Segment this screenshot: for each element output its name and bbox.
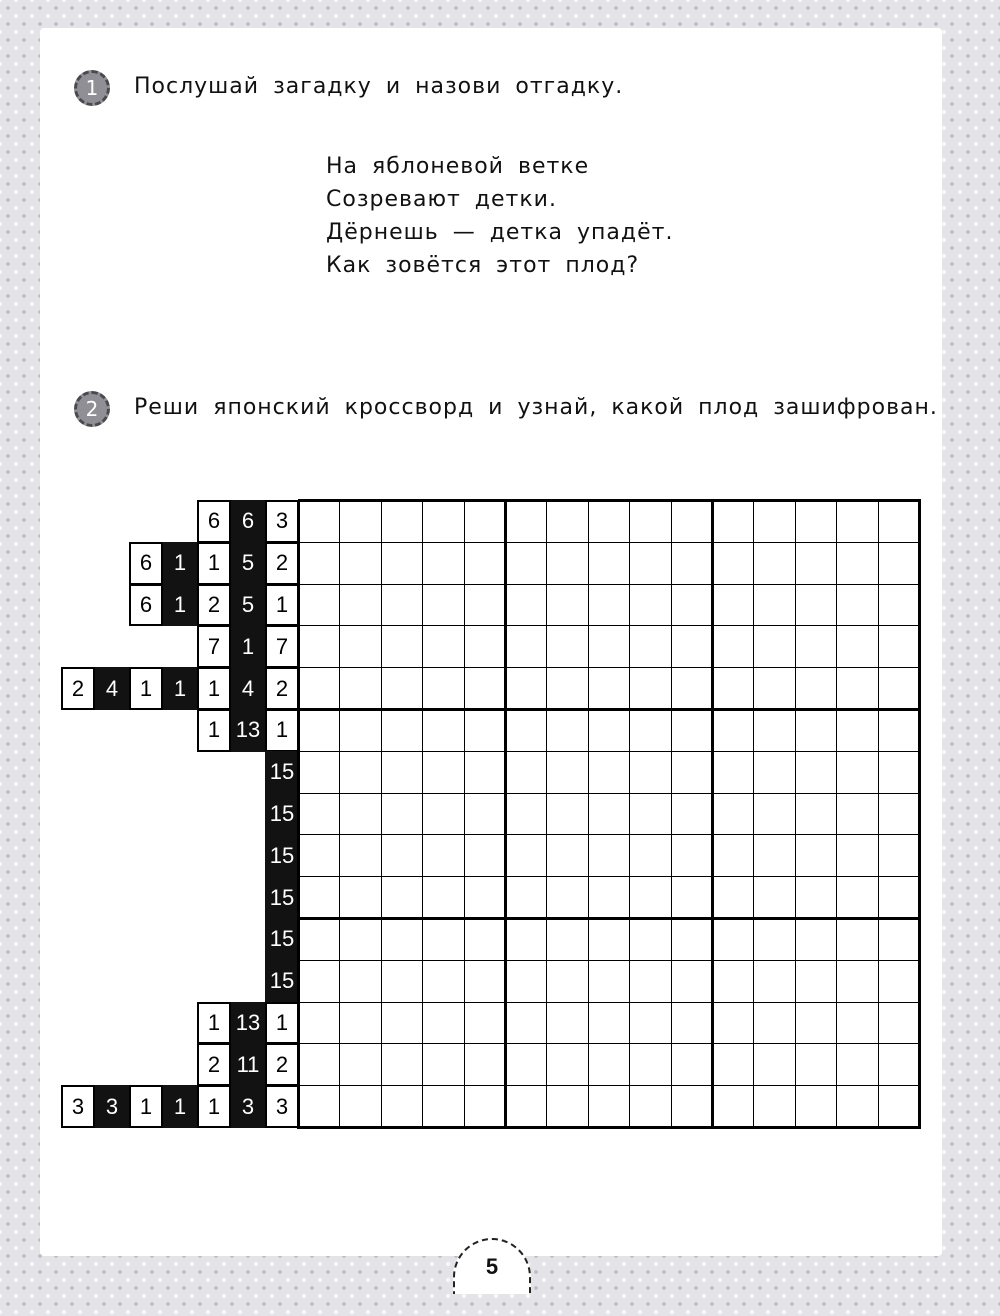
puzzle-grid-cell[interactable] (795, 500, 837, 543)
puzzle-grid-cell[interactable] (878, 625, 920, 668)
puzzle-grid-cell[interactable] (629, 834, 671, 877)
puzzle-grid-cell[interactable] (339, 876, 381, 919)
riddle-line: На яблоневой ветке (326, 154, 590, 179)
puzzle-grid-cell[interactable] (505, 542, 547, 585)
puzzle-grid-cell[interactable] (671, 960, 713, 1003)
puzzle-grid-cell[interactable] (671, 793, 713, 836)
puzzle-grid-cell[interactable] (629, 500, 671, 543)
row-clue-cell: 1 (163, 1085, 197, 1128)
puzzle-grid-cell[interactable] (753, 876, 795, 919)
puzzle-grid-cell[interactable] (836, 500, 878, 543)
puzzle-grid-cell[interactable] (464, 960, 506, 1003)
puzzle-grid-cell[interactable] (671, 625, 713, 668)
grid-block-divider (298, 1126, 921, 1129)
puzzle-grid-cell[interactable] (381, 751, 423, 794)
puzzle-grid-cell[interactable] (339, 1043, 381, 1086)
riddle-line: Как зовётся этот плод? (326, 253, 640, 278)
riddle-line: Созревают детки. (326, 187, 557, 212)
puzzle-grid-cell[interactable] (753, 1085, 795, 1128)
riddle-poem (326, 150, 673, 282)
row-clue-cell: 15 (265, 960, 299, 1003)
row-clue-cell: 6 (129, 542, 163, 585)
puzzle-grid-cell[interactable] (878, 960, 920, 1003)
puzzle-grid-cell[interactable] (588, 876, 630, 919)
puzzle-grid-cell[interactable] (298, 500, 340, 543)
puzzle-grid-cell[interactable] (795, 793, 837, 836)
puzzle-grid-cell[interactable] (712, 709, 754, 752)
puzzle-grid-cell[interactable] (588, 1085, 630, 1128)
puzzle-grid-cell[interactable] (671, 1043, 713, 1086)
row-clue-cell: 15 (265, 834, 299, 877)
puzzle-grid-cell[interactable] (753, 667, 795, 710)
puzzle-grid-cell[interactable] (298, 918, 340, 961)
puzzle-grid-cell[interactable] (422, 834, 464, 877)
puzzle-grid-cell[interactable] (836, 542, 878, 585)
row-clue-cell: 2 (265, 542, 299, 585)
puzzle-grid-cell[interactable] (464, 1085, 506, 1128)
row-clue-cell: 7 (265, 625, 299, 668)
puzzle-grid-cell[interactable] (878, 667, 920, 710)
puzzle-grid-cell[interactable] (878, 1043, 920, 1086)
row-clue-cell: 1 (265, 584, 299, 627)
puzzle-grid-cell[interactable] (422, 542, 464, 585)
puzzle-grid-cell[interactable] (629, 793, 671, 836)
puzzle-grid-cell[interactable] (381, 793, 423, 836)
puzzle-grid-cell[interactable] (878, 918, 920, 961)
puzzle-grid-cell[interactable] (422, 1043, 464, 1086)
puzzle-grid-cell[interactable] (505, 667, 547, 710)
puzzle-grid-cell[interactable] (298, 709, 340, 752)
puzzle-grid-cell[interactable] (588, 500, 630, 543)
row-clue-cell: 1 (197, 667, 231, 710)
puzzle-grid-cell[interactable] (878, 1085, 920, 1128)
puzzle-grid-cell[interactable] (422, 1085, 464, 1128)
row-clue-cell: 3 (265, 1085, 299, 1128)
puzzle-grid-cell[interactable] (712, 584, 754, 627)
puzzle-grid-cell[interactable] (836, 834, 878, 877)
puzzle-grid-cell[interactable] (629, 751, 671, 794)
puzzle-grid-cell[interactable] (339, 834, 381, 877)
row-clue-cell: 5 (231, 542, 265, 585)
puzzle-grid-cell[interactable] (836, 1043, 878, 1086)
puzzle-grid-cell[interactable] (298, 751, 340, 794)
row-clue-cell: 1 (163, 542, 197, 585)
puzzle-grid-cell[interactable] (339, 751, 381, 794)
puzzle-grid-cell[interactable] (588, 625, 630, 668)
puzzle-grid-cell[interactable] (422, 625, 464, 668)
row-clue-cell: 1 (197, 1085, 231, 1128)
row-clue-cell: 6 (129, 584, 163, 627)
puzzle-grid-cell[interactable] (878, 876, 920, 919)
puzzle-grid-cell[interactable] (629, 542, 671, 585)
puzzle-grid-cell[interactable] (836, 625, 878, 668)
puzzle-grid-cell[interactable] (795, 667, 837, 710)
puzzle-grid-cell[interactable] (712, 1002, 754, 1045)
puzzle-grid-cell[interactable] (629, 918, 671, 961)
puzzle-grid-cell[interactable] (339, 584, 381, 627)
puzzle-grid-cell[interactable] (795, 918, 837, 961)
row-clue-cell: 15 (265, 751, 299, 794)
puzzle-grid-cell[interactable] (629, 667, 671, 710)
puzzle-grid-cell[interactable] (588, 584, 630, 627)
puzzle-grid-cell[interactable] (836, 667, 878, 710)
puzzle-grid-cell[interactable] (298, 1002, 340, 1045)
puzzle-grid-cell[interactable] (381, 709, 423, 752)
row-clue-cell: 1 (163, 667, 197, 710)
puzzle-grid-cell[interactable] (464, 1002, 506, 1045)
row-clue-cell: 1 (231, 625, 265, 668)
row-clue-cell: 3 (265, 500, 299, 543)
puzzle-grid-cell[interactable] (753, 625, 795, 668)
puzzle-grid-cell[interactable] (464, 834, 506, 877)
puzzle-grid-cell[interactable] (671, 1002, 713, 1045)
row-clue-cell: 4 (95, 667, 129, 710)
puzzle-grid-cell[interactable] (422, 918, 464, 961)
puzzle-grid-cell[interactable] (505, 1043, 547, 1086)
puzzle-grid-cell[interactable] (712, 793, 754, 836)
puzzle-grid-cell[interactable] (464, 542, 506, 585)
puzzle-grid-cell[interactable] (381, 625, 423, 668)
row-clue-cell: 15 (265, 793, 299, 836)
puzzle-grid-cell[interactable] (878, 709, 920, 752)
puzzle-grid-cell[interactable] (298, 1043, 340, 1086)
puzzle-grid-cell[interactable] (546, 667, 588, 710)
puzzle-grid-cell[interactable] (339, 918, 381, 961)
puzzle-grid-cell[interactable] (753, 751, 795, 794)
puzzle-grid-cell[interactable] (381, 1043, 423, 1086)
task-instruction: Послушай загадку и назови отгадку. (134, 74, 624, 99)
puzzle-grid-cell[interactable] (339, 960, 381, 1003)
puzzle-grid-cell[interactable] (836, 1085, 878, 1128)
puzzle-grid-cell[interactable] (505, 751, 547, 794)
puzzle-grid-cell[interactable] (671, 500, 713, 543)
puzzle-grid-cell[interactable] (795, 960, 837, 1003)
puzzle-grid-cell[interactable] (671, 542, 713, 585)
puzzle-grid-cell[interactable] (339, 667, 381, 710)
puzzle-grid-cell[interactable] (712, 667, 754, 710)
puzzle-grid-cell[interactable] (836, 709, 878, 752)
puzzle-grid-cell[interactable] (546, 709, 588, 752)
row-clue-cell: 3 (95, 1085, 129, 1128)
puzzle-grid-cell[interactable] (712, 1043, 754, 1086)
puzzle-grid-cell[interactable] (588, 709, 630, 752)
puzzle-grid-cell[interactable] (422, 584, 464, 627)
puzzle-grid-cell[interactable] (753, 500, 795, 543)
puzzle-grid-cell[interactable] (836, 960, 878, 1003)
puzzle-grid-cell[interactable] (795, 709, 837, 752)
puzzle-grid-cell[interactable] (381, 834, 423, 877)
row-clue-cell: 2 (265, 667, 299, 710)
puzzle-grid-cell[interactable] (753, 584, 795, 627)
row-clue-cell: 3 (231, 1085, 265, 1128)
puzzle-grid-cell[interactable] (588, 834, 630, 877)
puzzle-grid-cell[interactable] (339, 625, 381, 668)
puzzle-grid-cell[interactable] (836, 876, 878, 919)
puzzle-grid-cell[interactable] (505, 625, 547, 668)
puzzle-grid-cell[interactable] (546, 1002, 588, 1045)
puzzle-grid-cell[interactable] (588, 667, 630, 710)
puzzle-grid-cell[interactable] (671, 751, 713, 794)
puzzle-grid-cell[interactable] (878, 500, 920, 543)
puzzle-grid-cell[interactable] (712, 625, 754, 668)
row-clue-cell: 2 (61, 667, 95, 710)
puzzle-grid-cell[interactable] (546, 584, 588, 627)
row-clue-cell: 5 (231, 584, 265, 627)
puzzle-grid-cell[interactable] (836, 918, 878, 961)
puzzle-grid-cell[interactable] (505, 709, 547, 752)
puzzle-grid-cell[interactable] (464, 667, 506, 710)
puzzle-grid-cell[interactable] (836, 584, 878, 627)
row-clue-cell: 1 (197, 1002, 231, 1045)
puzzle-grid-cell[interactable] (671, 834, 713, 877)
puzzle-grid-cell[interactable] (298, 876, 340, 919)
puzzle-grid-cell[interactable] (546, 834, 588, 877)
puzzle-grid-cell[interactable] (381, 584, 423, 627)
puzzle-grid-cell[interactable] (339, 709, 381, 752)
puzzle-grid-cell[interactable] (339, 1085, 381, 1128)
puzzle-grid-cell[interactable] (381, 542, 423, 585)
row-clue-cell: 6 (231, 500, 265, 543)
puzzle-grid-cell[interactable] (422, 709, 464, 752)
puzzle-grid-cell[interactable] (588, 542, 630, 585)
puzzle-grid-cell[interactable] (671, 918, 713, 961)
puzzle-grid-cell[interactable] (795, 584, 837, 627)
puzzle-grid-cell[interactable] (381, 876, 423, 919)
puzzle-grid-cell[interactable] (546, 542, 588, 585)
puzzle-grid-cell[interactable] (795, 1085, 837, 1128)
puzzle-grid-cell[interactable] (505, 584, 547, 627)
row-clue-cell: 3 (61, 1085, 95, 1128)
puzzle-grid-cell[interactable] (505, 918, 547, 961)
grid-block-divider (298, 917, 921, 920)
puzzle-grid-cell[interactable] (505, 960, 547, 1003)
puzzle-grid-cell[interactable] (753, 709, 795, 752)
puzzle-grid-cell[interactable] (878, 1002, 920, 1045)
row-clue-cell: 1 (163, 584, 197, 627)
task-number-badge: 2 (74, 391, 110, 427)
puzzle-grid-cell[interactable] (505, 834, 547, 877)
puzzle-grid-cell[interactable] (588, 1043, 630, 1086)
grid-block-divider (711, 500, 714, 1129)
puzzle-grid-cell[interactable] (298, 1085, 340, 1128)
puzzle-grid-cell[interactable] (464, 918, 506, 961)
puzzle-grid-cell[interactable] (671, 1085, 713, 1128)
puzzle-grid-cell[interactable] (464, 625, 506, 668)
puzzle-grid-cell[interactable] (795, 542, 837, 585)
puzzle-grid-cell[interactable] (298, 584, 340, 627)
puzzle-grid-cell[interactable] (546, 751, 588, 794)
puzzle-grid-cell[interactable] (422, 751, 464, 794)
puzzle-grid-cell[interactable] (505, 500, 547, 543)
grid-block-divider (298, 708, 921, 711)
puzzle-grid-cell[interactable] (878, 751, 920, 794)
puzzle-grid-cell[interactable] (712, 1085, 754, 1128)
puzzle-grid-cell[interactable] (546, 918, 588, 961)
puzzle-grid-cell[interactable] (836, 751, 878, 794)
puzzle-grid-cell[interactable] (546, 793, 588, 836)
puzzle-grid-cell[interactable] (464, 876, 506, 919)
row-clue-cell: 4 (231, 667, 265, 710)
puzzle-grid-cell[interactable] (298, 542, 340, 585)
puzzle-grid-cell[interactable] (795, 876, 837, 919)
puzzle-grid-cell[interactable] (339, 1002, 381, 1045)
puzzle-grid-cell[interactable] (588, 793, 630, 836)
riddle-line: Дёрнешь — детка упадёт. (326, 220, 674, 245)
puzzle-grid-cell[interactable] (339, 542, 381, 585)
puzzle-grid-cell[interactable] (422, 793, 464, 836)
puzzle-grid-cell[interactable] (464, 500, 506, 543)
row-clue-cell: 2 (197, 584, 231, 627)
puzzle-grid-cell[interactable] (546, 500, 588, 543)
puzzle-grid-cell[interactable] (422, 667, 464, 710)
puzzle-grid-cell[interactable] (505, 1002, 547, 1045)
puzzle-grid-cell[interactable] (381, 1002, 423, 1045)
puzzle-grid-cell[interactable] (298, 667, 340, 710)
puzzle-grid-cell[interactable] (588, 1002, 630, 1045)
puzzle-grid-cell[interactable] (381, 500, 423, 543)
puzzle-grid-cell[interactable] (671, 667, 713, 710)
row-clue-cell: 1 (197, 709, 231, 752)
puzzle-grid-cell[interactable] (464, 584, 506, 627)
puzzle-grid-cell[interactable] (546, 1043, 588, 1086)
row-clue-cell: 11 (231, 1043, 265, 1086)
row-clue-cell: 13 (231, 1002, 265, 1045)
puzzle-grid-cell[interactable] (671, 709, 713, 752)
page-number: 5 (485, 1254, 499, 1279)
puzzle-grid-cell[interactable] (588, 960, 630, 1003)
puzzle-grid-cell[interactable] (878, 793, 920, 836)
puzzle-grid-cell[interactable] (629, 1043, 671, 1086)
row-clue-cell: 2 (197, 1043, 231, 1086)
puzzle-grid-cell[interactable] (836, 793, 878, 836)
puzzle-grid-cell[interactable] (712, 542, 754, 585)
puzzle-grid-cell[interactable] (505, 793, 547, 836)
row-clue-cell: 7 (197, 625, 231, 668)
puzzle-grid-cell[interactable] (878, 542, 920, 585)
puzzle-grid-cell[interactable] (422, 960, 464, 1003)
puzzle-grid-cell[interactable] (712, 876, 754, 919)
puzzle-grid-cell[interactable] (878, 834, 920, 877)
puzzle-grid-cell[interactable] (464, 793, 506, 836)
row-clue-cell: 1 (129, 1085, 163, 1128)
puzzle-grid-cell[interactable] (464, 751, 506, 794)
puzzle-grid-cell[interactable] (464, 709, 506, 752)
task-number-badge: 1 (74, 70, 110, 106)
puzzle-grid-cell[interactable] (753, 793, 795, 836)
puzzle-grid-cell[interactable] (422, 876, 464, 919)
puzzle-grid-cell[interactable] (795, 1043, 837, 1086)
puzzle-grid-cell[interactable] (629, 709, 671, 752)
puzzle-grid-cell[interactable] (712, 918, 754, 961)
puzzle-grid-cell[interactable] (753, 542, 795, 585)
puzzle-grid-cell[interactable] (671, 584, 713, 627)
puzzle-grid-cell[interactable] (422, 500, 464, 543)
grid-block-divider (297, 500, 300, 1129)
row-clue-cell: 1 (265, 709, 299, 752)
puzzle-grid-cell[interactable] (629, 876, 671, 919)
puzzle-grid-cell[interactable] (712, 960, 754, 1003)
puzzle-grid-cell[interactable] (298, 834, 340, 877)
puzzle-grid-cell[interactable] (339, 793, 381, 836)
puzzle-grid-cell[interactable] (795, 625, 837, 668)
puzzle-grid-cell[interactable] (712, 500, 754, 543)
puzzle-grid-cell[interactable] (546, 1085, 588, 1128)
puzzle-grid-cell[interactable] (629, 625, 671, 668)
puzzle-grid-cell[interactable] (546, 960, 588, 1003)
row-clue-cell: 15 (265, 876, 299, 919)
puzzle-grid-cell[interactable] (629, 584, 671, 627)
puzzle-grid-cell[interactable] (753, 1002, 795, 1045)
puzzle-grid-cell[interactable] (878, 584, 920, 627)
puzzle-grid-cell[interactable] (712, 834, 754, 877)
puzzle-grid-cell[interactable] (588, 918, 630, 961)
puzzle-grid-cell[interactable] (671, 876, 713, 919)
row-clue-cell: 1 (129, 667, 163, 710)
row-clue-cell: 13 (231, 709, 265, 752)
puzzle-grid-cell[interactable] (381, 1085, 423, 1128)
row-clue-cell: 2 (265, 1043, 299, 1086)
row-clue-cell: 6 (197, 500, 231, 543)
puzzle-grid-cell[interactable] (546, 876, 588, 919)
puzzle-grid-cell[interactable] (795, 1002, 837, 1045)
puzzle-grid-cell[interactable] (339, 500, 381, 543)
puzzle-grid-cell[interactable] (795, 751, 837, 794)
puzzle-grid-cell[interactable] (629, 960, 671, 1003)
puzzle-grid-cell[interactable] (298, 625, 340, 668)
puzzle-grid-cell[interactable] (712, 751, 754, 794)
puzzle-grid-cell[interactable] (422, 1002, 464, 1045)
grid-block-divider (298, 499, 921, 502)
grid-block-divider (504, 500, 507, 1129)
row-clue-cell: 1 (265, 1002, 299, 1045)
puzzle-grid-cell[interactable] (298, 793, 340, 836)
puzzle-grid-cell[interactable] (753, 918, 795, 961)
puzzle-grid-cell[interactable] (381, 918, 423, 961)
row-clue-cell: 15 (265, 918, 299, 961)
puzzle-grid-cell[interactable] (588, 751, 630, 794)
puzzle-grid-cell[interactable] (546, 625, 588, 668)
row-clue-cell: 1 (197, 542, 231, 585)
grid-block-divider (918, 500, 921, 1129)
puzzle-grid-cell[interactable] (381, 960, 423, 1003)
puzzle-grid-cell[interactable] (505, 1085, 547, 1128)
puzzle-grid-cell[interactable] (629, 1002, 671, 1045)
puzzle-grid-cell[interactable] (753, 960, 795, 1003)
puzzle-grid-cell[interactable] (753, 1043, 795, 1086)
puzzle-grid-cell[interactable] (505, 876, 547, 919)
puzzle-grid-cell[interactable] (836, 1002, 878, 1045)
puzzle-grid-cell[interactable] (753, 834, 795, 877)
puzzle-grid-cell[interactable] (795, 834, 837, 877)
puzzle-grid-cell[interactable] (629, 1085, 671, 1128)
task-instruction: Реши японский кроссворд и узнай, какой плод зашифрован. (134, 395, 938, 420)
puzzle-grid-cell[interactable] (381, 667, 423, 710)
puzzle-grid-cell[interactable] (464, 1043, 506, 1086)
puzzle-grid-cell[interactable] (298, 960, 340, 1003)
